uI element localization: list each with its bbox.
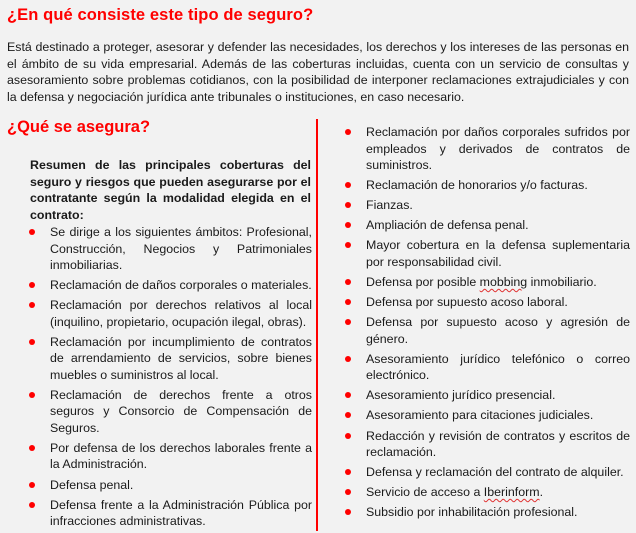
bullet-icon: [29, 339, 35, 345]
bullet-icon: [29, 502, 35, 508]
bullet-icon: [345, 319, 351, 325]
bullet-icon: [29, 282, 35, 288]
bullet-icon: [345, 392, 351, 398]
coverage-item: [28, 224, 312, 274]
bullet-icon: [345, 433, 351, 439]
bullet-icon: [345, 242, 351, 248]
bullet-icon: [345, 279, 351, 285]
coverage-item: [344, 428, 630, 461]
coverage-item-text: Se dirige a los siguientes ámbitos: Profesional, Construcción, Negocios y Patrimoniales inmobiliarias.: [50, 225, 312, 272]
coverage-item-text: Por defensa de los derechos laborales frente a la Administración.: [50, 440, 312, 472]
coverage-item: [344, 387, 630, 404]
bullet-icon: [345, 202, 351, 208]
coverage-item-text: Reclamación de derechos frente a otros seguros y Consorcio de Compensación de Seguros.: [50, 387, 312, 435]
coverage-item: [28, 277, 312, 294]
coverage-item-text: Reclamación de honorarios y/o facturas.: [366, 178, 588, 193]
bullet-icon: [345, 412, 351, 418]
coverage-item: [344, 124, 630, 174]
coverage-item: [344, 177, 630, 194]
bullet-icon: [345, 509, 351, 515]
coverage-item-text: Defensa y reclamación del contrato de alquiler.: [366, 465, 624, 480]
coverage-item: [344, 351, 630, 384]
coverage-item: [344, 237, 630, 270]
coverage-list-right: [344, 124, 630, 524]
coverage-item: [344, 504, 630, 521]
bullet-icon: [29, 392, 35, 398]
coverage-summary: Resumen de las principales coberturas del seguro y riesgos que pueden asegurarse por el contratante según la modalidad elegida en el contrato:: [30, 158, 311, 222]
coverage-item: [344, 294, 630, 311]
coverage-item-text: Asesoramiento para citaciones judiciales.: [366, 408, 594, 423]
bullet-icon: [345, 222, 351, 228]
spellcheck-flagged-word: Iberinform: [483, 485, 540, 500]
bullet-icon: [345, 182, 351, 188]
section-title-what-is-insured: ¿Qué se asegura?: [7, 118, 151, 136]
coverage-item-text: Mayor cobertura en la defensa suplementaria por responsabilidad civil.: [366, 238, 630, 269]
coverage-item: [28, 334, 312, 384]
bullet-icon: [345, 489, 351, 495]
coverage-item-text: Defensa frente a la Administración Pública por infracciones administrativas.: [50, 497, 312, 529]
coverage-item: [28, 440, 312, 473]
coverage-item-text: Reclamación por daños corporales sufridos por empleados y derivados de contratos de suministros.: [366, 125, 630, 172]
coverage-item: [344, 217, 630, 234]
bullet-icon: [345, 299, 351, 305]
coverage-item-text-start: Servicio de acceso a: [366, 485, 484, 500]
coverage-item: [344, 407, 630, 424]
coverage-item-text: Defensa por supuesto acoso y agresión de género.: [366, 315, 630, 346]
coverage-item-text: Redacción y revisión de contratos y escritos de reclamación.: [366, 428, 630, 460]
bullet-icon: [345, 469, 351, 475]
section-title-what-is-it: ¿En qué consiste este tipo de seguro?: [7, 6, 314, 24]
coverage-item: [344, 484, 630, 501]
coverage-item-text-end: inmobiliario.: [527, 274, 597, 289]
coverage-item-text: Reclamación por derechos relativos al local (inquilino, propietario, ocupación ilegal, obras).: [50, 298, 312, 329]
coverage-item: [344, 314, 630, 347]
coverage-item: [344, 464, 630, 481]
coverage-item: [28, 497, 312, 530]
coverage-item-text: [366, 275, 597, 289]
coverage-item-text: Ampliación de defensa penal.: [366, 218, 529, 233]
coverage-item-text-end: .: [539, 485, 544, 500]
coverage-item: [28, 297, 312, 330]
bullet-icon: [29, 302, 35, 308]
coverage-item-text: Subsidio por inhabilitación profesional.: [366, 505, 578, 520]
coverage-list-left: [28, 224, 312, 533]
bullet-icon: [29, 482, 35, 488]
bullet-icon: [29, 445, 35, 451]
spellcheck-flagged-word: mobbing: [479, 274, 528, 289]
coverage-item-text: Defensa penal.: [50, 477, 134, 492]
coverage-item-text-start: Defensa por posible: [366, 274, 480, 289]
coverage-item: [28, 387, 312, 437]
coverage-item-text: Reclamación de daños corporales o materiales.: [50, 278, 312, 293]
column-divider: [316, 119, 318, 531]
coverage-item: [344, 197, 630, 214]
coverage-item-text: Defensa por supuesto acoso laboral.: [366, 295, 568, 310]
coverage-item-text: Asesoramiento jurídico presencial.: [366, 388, 556, 403]
coverage-item-text: Fianzas.: [366, 198, 413, 213]
coverage-item-text: Reclamación por incumplimiento de contratos de arrendamiento de servicios, sobre bienes muebles o suministros al local.: [50, 334, 312, 382]
coverage-item-text: [366, 485, 543, 499]
coverage-item-text: Asesoramiento jurídico telefónico o correo electrónico.: [366, 351, 630, 383]
intro-paragraph: Está destinado a proteger, asesorar y defender las necesidades, los derechos y los intereses de las personas en el ámbito de su vida empresarial. Además de las coberturas incluidas, cuenta con un servicio de consultas y asesoramiento sobre problemas cotidianos, con la posibilidad de interponer reclamaciones extrajudiciales y con la defensa y negociación jurídica ante tribunales o instituciones, en caso necesario.: [7, 40, 629, 104]
coverage-item: [28, 477, 312, 494]
bullet-icon: [29, 229, 35, 235]
coverage-item: [344, 274, 630, 291]
bullet-icon: [345, 129, 351, 135]
bullet-icon: [345, 356, 351, 362]
